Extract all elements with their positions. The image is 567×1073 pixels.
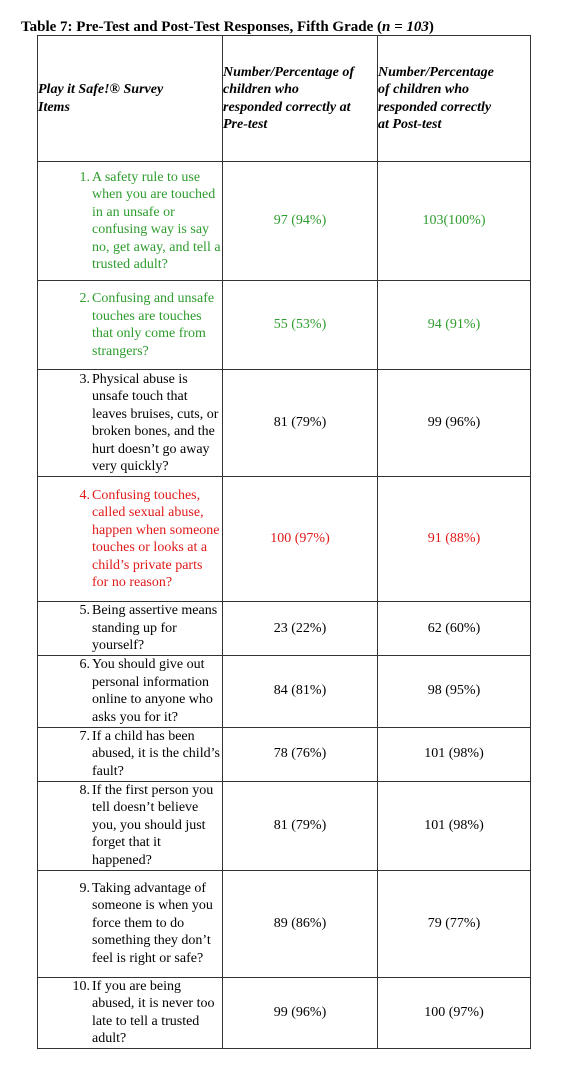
post-test-value: 98 (95%) xyxy=(378,655,531,727)
survey-item-cell xyxy=(38,870,223,977)
pre-test-value: 81 (79%) xyxy=(223,370,378,477)
survey-item-cell xyxy=(38,370,223,477)
header-pre-test-line: Number/Percentage of xyxy=(223,64,355,80)
table-row xyxy=(38,870,531,977)
caption-sample-size: n = 103 xyxy=(381,19,429,35)
pre-test-value: 100 (97%) xyxy=(223,477,378,602)
item-question: Physical abuse is unsafe touch that leaves bruises, cuts, or broken bones, and the hurt doesn’t go away very quickly? xyxy=(92,371,219,474)
table-row xyxy=(38,781,531,870)
table-row xyxy=(38,727,531,781)
survey-item-cell xyxy=(38,477,223,602)
item-question: A safety rule to use when you are touched in an unsafe or confusing way is say no, get away, and tell a trusted adult? xyxy=(92,169,221,272)
survey-item-cell xyxy=(38,162,223,281)
survey-item-cell xyxy=(38,727,223,781)
item-question: Being assertive means standing up for yourself? xyxy=(92,603,218,653)
table-row xyxy=(38,602,531,656)
post-test-value: 79 (77%) xyxy=(378,870,531,977)
table-body xyxy=(38,162,531,1049)
item-number: 8. xyxy=(79,782,90,798)
item-question: Confusing touches, called sexual abuse, happen when someone touches or looks at a child’s private parts for no reason? xyxy=(92,487,220,590)
item-question: If the first person you tell doesn’t believe you, you should just forget that it happened? xyxy=(92,782,214,868)
pre-test-value: 55 (53%) xyxy=(223,281,378,370)
table-caption xyxy=(21,19,434,36)
survey-item-cell xyxy=(38,281,223,370)
item-question: You should give out personal information online to anyone who asks you for it? xyxy=(92,657,213,725)
post-test-value: 100 (97%) xyxy=(378,977,531,1048)
header-pre-test-line: Pre-test xyxy=(223,117,268,132)
post-test-value: 99 (96%) xyxy=(378,370,531,477)
item-number: 4. xyxy=(79,487,90,503)
item-question: If you are being abused, it is never too late to tell a trusted adult? xyxy=(92,978,215,1046)
pre-test-value: 89 (86%) xyxy=(223,870,378,977)
survey-item-cell xyxy=(38,977,223,1048)
header-survey-items-line2: Items xyxy=(38,99,70,115)
item-question: If a child has been abused, it is the child’s fault? xyxy=(92,728,220,779)
header-post-test xyxy=(378,36,531,162)
item-number: 1. xyxy=(79,169,90,185)
pre-test-value: 78 (76%) xyxy=(223,727,378,781)
responses-table xyxy=(37,35,531,1049)
header-pre-test-line: children who xyxy=(223,82,299,97)
table-row xyxy=(38,162,531,281)
item-number: 2. xyxy=(79,291,90,306)
header-row xyxy=(38,36,531,162)
item-number: 6. xyxy=(79,657,90,672)
table-row xyxy=(38,281,531,370)
pre-test-value: 81 (79%) xyxy=(223,781,378,870)
item-question: Confusing and unsafe touches are touches that only come from strangers? xyxy=(92,291,215,359)
post-test-value: 91 (88%) xyxy=(378,477,531,602)
header-pre-test-line: responded correctly at xyxy=(223,99,351,115)
post-test-value: 103(100%) xyxy=(378,162,531,281)
survey-item-cell xyxy=(38,602,223,656)
pre-test-value: 97 (94%) xyxy=(223,162,378,281)
survey-item-cell xyxy=(38,781,223,870)
item-number: 10. xyxy=(72,978,90,994)
caption-suffix: ) xyxy=(428,19,434,35)
pre-test-value: 84 (81%) xyxy=(223,655,378,727)
item-number: 7. xyxy=(79,728,90,744)
post-test-value: 101 (98%) xyxy=(378,727,531,781)
table-row xyxy=(38,477,531,602)
post-test-value: 62 (60%) xyxy=(378,602,531,656)
item-number: 5. xyxy=(79,603,90,618)
caption-prefix: Table 7: Pre-Test and Post-Test Responses, Fifth Grade ( xyxy=(21,19,382,35)
table-row xyxy=(38,370,531,477)
table-row xyxy=(38,655,531,727)
header-post-test-line: of children who xyxy=(378,82,470,97)
post-test-value: 101 (98%) xyxy=(378,781,531,870)
header-survey-items-line1: Play it Safe!® Survey xyxy=(38,82,164,97)
survey-item-cell xyxy=(38,655,223,727)
header-post-test-line: at Post-test xyxy=(378,117,442,132)
item-number: 9. xyxy=(79,880,90,896)
header-post-test-line: Number/Percentage xyxy=(378,64,494,80)
pre-test-value: 23 (22%) xyxy=(223,602,378,656)
post-test-value: 94 (91%) xyxy=(378,281,531,370)
item-number: 3. xyxy=(79,371,90,387)
item-question: Taking advantage of someone is when you force them to do something they don’t feel is right or safe? xyxy=(92,880,213,966)
pre-test-value: 99 (96%) xyxy=(223,977,378,1048)
table-row xyxy=(38,977,531,1048)
header-pre-test xyxy=(223,36,378,162)
header-post-test-line: responded correctly xyxy=(378,99,492,115)
header-survey-items xyxy=(38,36,223,162)
